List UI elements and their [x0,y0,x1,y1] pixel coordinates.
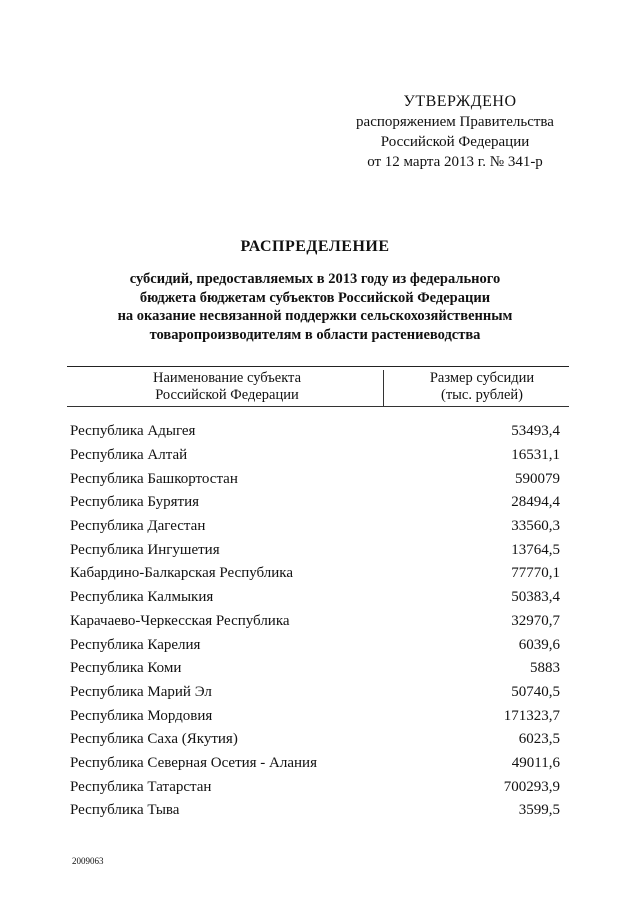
table-row [70,586,560,610]
table-body [70,420,560,823]
subsidy-amount: 50740,5 [511,683,560,700]
subject-name: Республика Татарстан [70,778,212,795]
subject-name: Республика Саха (Якутия) [70,731,238,748]
subject-name: Карачаево-Черкесская Республика [70,612,290,629]
subject-name: Республика Калмыкия [70,589,214,606]
subsidy-amount: 6039,6 [518,636,560,653]
approval-block [330,92,580,172]
subsidy-amount: 700293,9 [503,778,560,795]
subject-name: Республика Алтай [70,447,188,464]
subsidy-amount: 28494,4 [511,494,560,511]
document-title: РАСПРЕДЕЛЕНИЕ [240,238,390,255]
subject-name: Республика Северная Осетия - Алания [70,754,317,771]
subsidy-amount: 32970,7 [511,612,560,629]
approval-line: распоряжением Правительства [356,114,554,130]
subtitle-line: на оказание несвязанной поддержки сельскохозяйственным [117,308,513,324]
subsidy-amount: 16531,1 [511,447,560,464]
subject-name: Республика Бурятия [70,494,200,511]
subject-name: Республика Дагестан [70,518,206,535]
header-line: (тыс. рублей) [441,387,523,403]
table-header-rule [67,406,569,407]
document-subtitle [60,270,570,344]
subtitle-line: бюджета бюджетам субъектов Российской Федерации [139,289,491,306]
table-row [70,681,560,705]
column-header-amount [397,370,567,404]
subject-name: Республика Башкортостан [70,470,238,487]
table-row [70,538,560,562]
subsidy-amount: 77770,1 [511,565,560,582]
table-row [70,610,560,634]
subsidy-amount: 5883 [530,660,560,677]
subject-name: Республика Тыва [70,802,180,819]
header-line: Наименование субъекта [152,370,302,386]
table-row [70,752,560,776]
subject-name: Республика Ингушетия [70,541,220,558]
header-line: Размер субсидии [429,370,535,386]
table-row [70,657,560,681]
table-row [70,491,560,515]
subsidy-amount: 49011,6 [511,754,560,771]
table-row [70,704,560,728]
table-row [70,775,560,799]
subject-name: Кабардино-Балкарская Республика [70,565,294,582]
subsidy-amount: 50383,4 [511,589,560,606]
document-title-block [60,238,570,344]
subsidy-amount: 3599,5 [518,802,560,819]
subject-name: Республика Мордовия [70,707,213,724]
document-code: 2009063 [72,856,104,866]
subtitle-line: субсидий, предоставляемых в 2013 году из федерального [129,271,501,287]
table-header [67,370,569,406]
subject-name: Республика Карелия [70,636,201,653]
header-line: Российской Федерации [155,387,299,403]
table-row [70,728,560,752]
header-separator [383,370,384,406]
subtitle-line: товаропроизводителям в области растениеводства [149,326,481,343]
subsidy-amount: 13764,5 [511,541,560,558]
approval-heading: УТВЕРЖДЕНО [403,93,517,110]
table-row [70,444,560,468]
table-row [70,633,560,657]
approval-line: от 12 марта 2013 г. № 341-р [367,154,543,170]
subsidy-amount: 33560,3 [511,518,560,535]
subject-name: Республика Адыгея [70,423,196,440]
subject-name: Республика Коми [70,660,182,677]
table-row [70,420,560,444]
subsidy-amount: 171323,7 [503,707,560,724]
approval-line: Российской Федерации [380,134,530,150]
subject-name: Республика Марий Эл [70,683,212,700]
column-header-subject [127,370,327,404]
subsidy-amount: 53493,4 [511,423,560,440]
table-row [70,799,560,823]
table-row [70,467,560,491]
subsidy-amount: 590079 [515,470,560,487]
table-row [70,562,560,586]
subsidy-amount: 6023,5 [518,731,560,748]
table-top-rule [67,366,569,367]
table-row [70,515,560,539]
